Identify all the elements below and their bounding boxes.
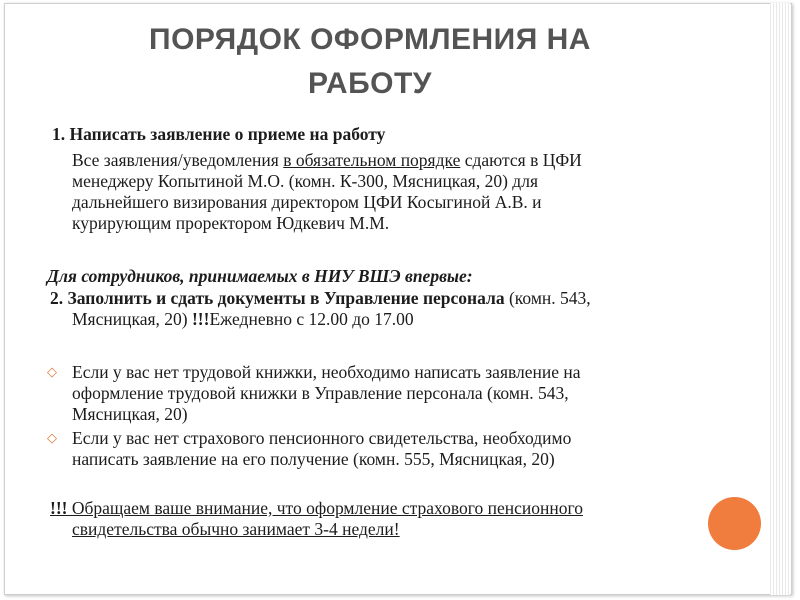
step2-line1	[50, 288, 750, 309]
step1-line2: менеджеру Копытиной М.О. (комн. К-300, Мясницкая, 20) для	[72, 171, 538, 191]
bullet-item-2	[72, 428, 752, 470]
bullet-diamond-icon: ◇	[47, 430, 57, 445]
step1-line1	[72, 150, 752, 171]
notice-line2: свидетельства обычно занимает 3-4 недели!	[72, 519, 400, 539]
bullet-item-1	[72, 362, 752, 425]
decorative-orange-circle	[708, 497, 761, 550]
step1-text-before: Все заявления/уведомления	[72, 150, 284, 170]
step1-line3: дальнейшего визирования директором ЦФИ Косыгиной А.В. и	[72, 192, 542, 212]
step2-exclaim: !!!	[191, 309, 210, 329]
step2-normal-text: (комн. 543,	[504, 288, 591, 308]
step2-hours: Ежедневно с 12.00 до 17.00	[209, 309, 414, 329]
step1-text-after: сдаются в ЦФИ	[460, 150, 582, 170]
step2	[50, 288, 750, 330]
notice	[50, 498, 710, 540]
bullet1-line2: оформление трудовой книжки в Управление персонала (комн. 543,	[72, 383, 569, 403]
step2-bold-text: 2. Заполнить и сдать документы в Управление персонала	[50, 288, 505, 308]
title-line-1: ПОРЯДОК ОФОРМЛЕНИЯ НА	[149, 23, 591, 56]
decorative-stripe	[770, 3, 790, 595]
notice-prefix: !!!	[50, 498, 68, 518]
slide-title	[60, 18, 680, 106]
step2-line2	[50, 309, 750, 330]
bullet1-line1: Если у вас нет трудовой книжки, необходимо написать заявление на	[72, 362, 581, 382]
new-employees-heading: Для сотрудников, принимаемых в НИУ ВШЭ впервые:	[47, 266, 473, 286]
step2-line2-normal: Мясницкая, 20)	[72, 309, 192, 329]
title-line-2: РАБОТУ	[308, 67, 432, 100]
notice-line1	[50, 498, 710, 519]
bullet1-line3: Мясницкая, 20)	[72, 404, 188, 424]
bullet2-line2: написать заявление на его получение (комн. 555, Мясницкая, 20)	[72, 449, 555, 469]
bullet-diamond-icon: ◇	[47, 364, 57, 379]
notice-text-1: Обращаем ваше внимание, что оформление страхового пенсионного	[67, 498, 583, 518]
bullet2-line1: Если у вас нет страхового пенсионного свидетельства, необходимо	[72, 428, 572, 448]
step1-line4: курирующим проректором Юдкевич М.М.	[72, 213, 390, 233]
step1-underlined: в обязательном порядке	[283, 150, 461, 170]
step1-text	[72, 150, 752, 234]
step1-heading: 1. Написать заявление о приеме на работу	[52, 124, 386, 144]
